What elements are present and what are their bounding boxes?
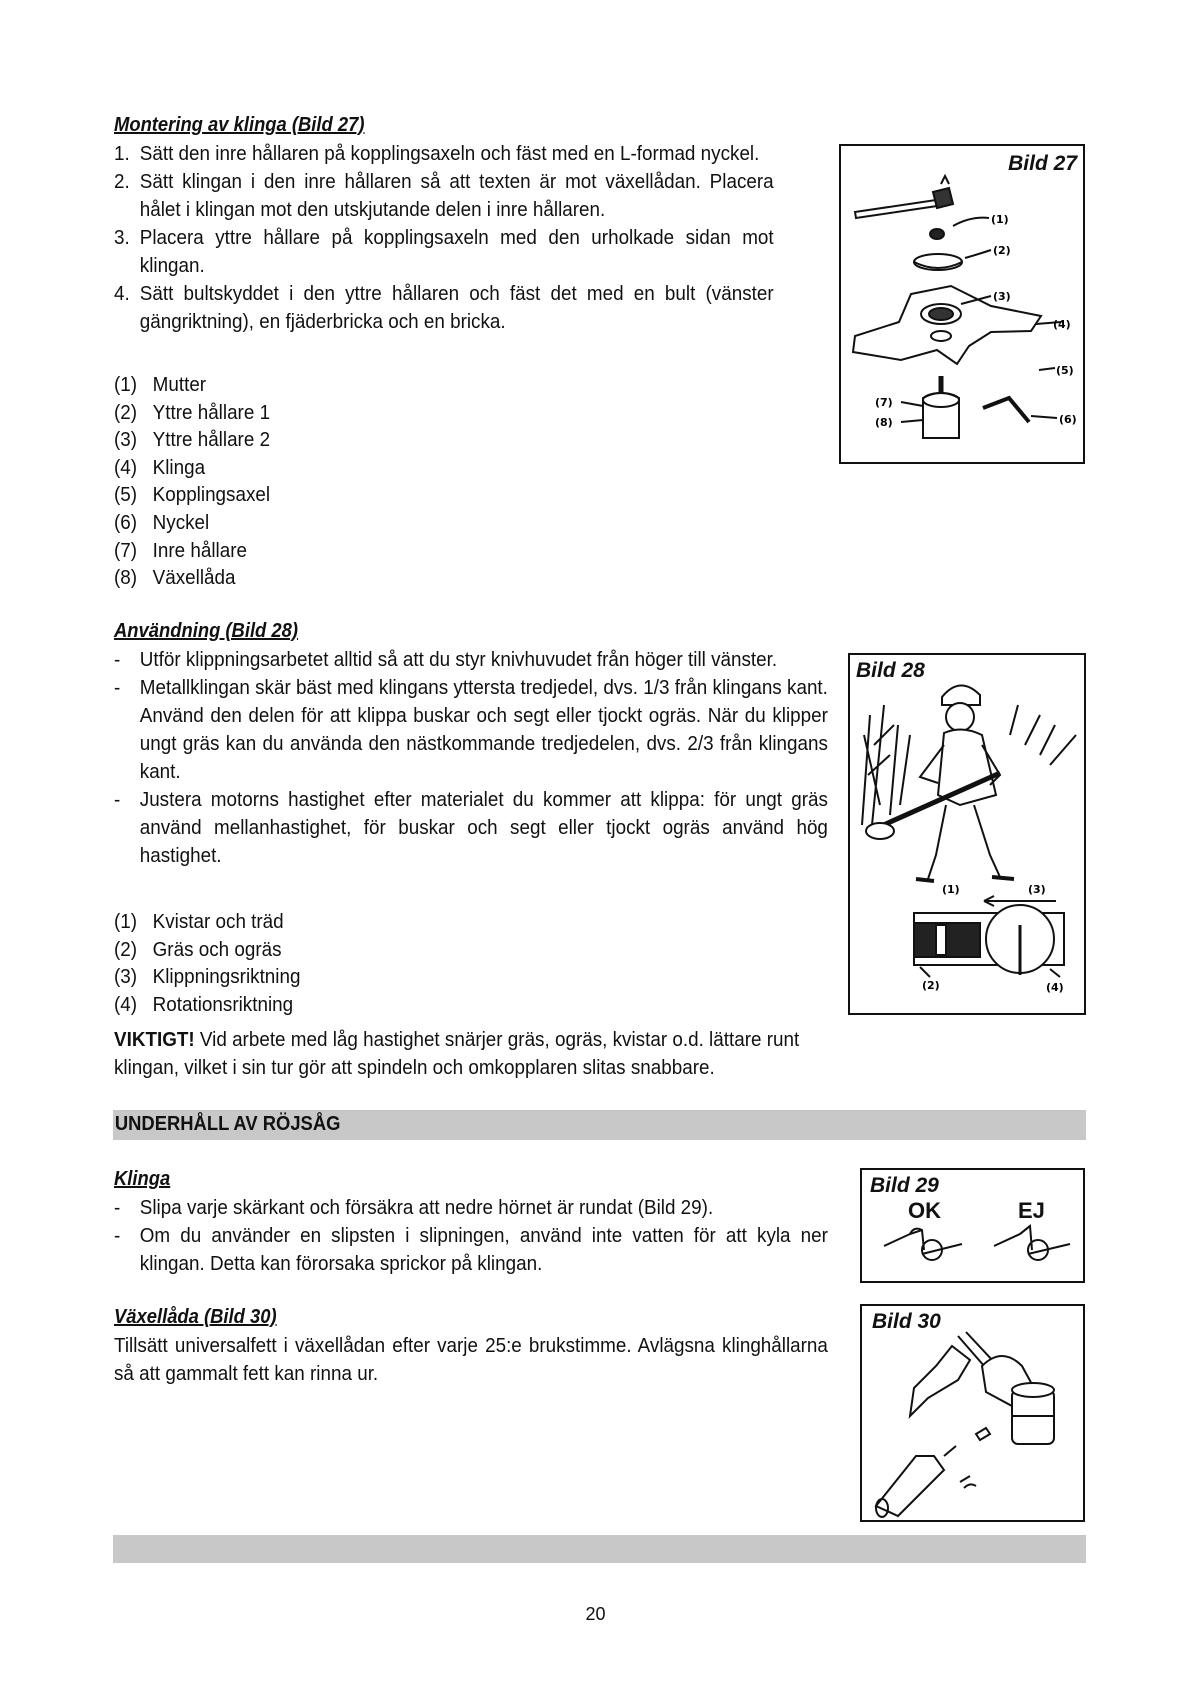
blade-assembly-illustration [841, 146, 1083, 462]
parts-item: (3) Klippningsriktning [114, 965, 301, 989]
vaxellada-paragraph: Tillsätt universalfett i växellådan efter varje 25:e brukstimme. Avlägsna klinghållarna så att gammalt fett kan rinna ur. [114, 1334, 828, 1385]
parts-item: (7) Inre hållare [114, 538, 247, 562]
warning-label: VIKTIGT! [114, 1028, 195, 1051]
page-number: 20 [585, 1604, 606, 1624]
callout-label: (3) [993, 290, 1011, 303]
callout-label: (2) [922, 979, 940, 992]
section-heading-montering: Montering av klinga (Bild 27) [114, 114, 365, 136]
bullet-item: - Utför klippningsarbetet alltid så att du styr knivhuvudet från höger till vänster. [114, 648, 778, 671]
figure-bild28 [848, 653, 1086, 1015]
parts-item: (1) Mutter [114, 373, 207, 396]
callout-label: (3) [1028, 883, 1046, 896]
callout-label: (4) [1053, 318, 1071, 331]
band-title: UNDERHÅLL AV RÖJSÅG [114, 1113, 341, 1135]
operator-illustration [850, 655, 1084, 1013]
parts-item: (8) Växellåda [114, 566, 236, 590]
bullet-item: - Justera motorns hastighet efter materialet du kommer att klippa: för ungt gräs använd mellanhastighet, för buskar och segt eller tjockt ogräs använd hög hastighet. [114, 788, 828, 867]
blade-edge-illustration [862, 1170, 1083, 1281]
section-band-underhall [113, 1110, 1086, 1140]
bullet-item: - Om du använder en slipsten i slipningen, använd inte vatten för att kyla ner klingan. Detta kan förorsaka sprickor på klingan. [114, 1224, 828, 1275]
figure-title: Bild 27 [1008, 152, 1077, 175]
step-item: 4. Sätt bultskyddet i den yttre hållaren och fäst det med en bult (vänster gängriktning), en fjäderbricka och en bricka. [114, 282, 774, 333]
parts-item: (2) Gräs och ogräs [114, 937, 282, 961]
section-heading-vaxellada: Växellåda (Bild 30) [114, 1306, 277, 1328]
gearbox-greasing-illustration [862, 1306, 1083, 1520]
step-item: 1. Sätt den inre hållaren på kopplingsaxeln och fäst med en L-formad nyckel. [114, 142, 760, 165]
callout-label: (7) [875, 396, 893, 409]
klinga-bullets [114, 1194, 828, 1278]
ok-label: OK [908, 1198, 941, 1223]
section-heading-anvandning: Användning (Bild 28) [114, 620, 298, 642]
section-heading-klinga: Klinga [114, 1168, 171, 1190]
parts-item: (1) Kvistar och träd [114, 910, 284, 933]
callout-label: (1) [991, 213, 1009, 226]
figure-bild27 [839, 144, 1085, 464]
parts-item: (2) Yttre hållare 1 [114, 400, 271, 424]
figure-title: Bild 29 [870, 1174, 939, 1197]
parts-item: (6) Nyckel [114, 510, 210, 534]
parts-list-bild28 [114, 908, 300, 1018]
parts-item: (5) Kopplingsaxel [114, 483, 271, 507]
callout-label: (1) [942, 883, 960, 896]
figure-title: Bild 28 [856, 659, 925, 682]
step-item: 2. Sätt klingan i den inre hållaren så att texten är mot växellådan. Placera hålet i klingan mot den utskjutande delen i inre hållaren. [114, 170, 774, 221]
parts-item: (4) Klinga [114, 455, 206, 479]
bullet-item: - Metallklingan skär bäst med klingans yttersta tredjedel, dvs. 1/3 från klingans kant. Använd den delen för att klippa buskar och segt eller tjockt ogräs. När du klipper ungt gräs kan du använda den nästkommande tredjedelen, dvs. 2/3 från klingans kant. [114, 676, 828, 783]
ej-label: EJ [1018, 1198, 1045, 1223]
callout-label: (4) [1046, 981, 1064, 994]
parts-item: (3) Yttre hållare 2 [114, 428, 271, 452]
mounting-steps [114, 140, 774, 336]
callout-label: (8) [875, 416, 893, 429]
callout-label: (2) [993, 244, 1011, 257]
callout-label: (6) [1059, 413, 1077, 426]
callout-label: (5) [1056, 364, 1074, 377]
parts-list-bild27 [114, 371, 270, 592]
footer-band [113, 1535, 1086, 1563]
figure-bild30 [860, 1304, 1085, 1522]
warning-paragraph: VIKTIGT! Vid arbete med låg hastighet snärjer gräs, ogräs, kvistar o.d. lättare runt klingan, vilket i sin tur gör att spindeln och omkopplaren slitas snabbare. [114, 1028, 800, 1079]
bullet-item: - Slipa varje skärkant och försäkra att nedre hörnet är rundat (Bild 29). [114, 1196, 714, 1219]
step-item: 3. Placera yttre hållare på kopplingsaxeln med den urholkade sidan mot klingan. [114, 226, 774, 277]
parts-item: (4) Rotationsriktning [114, 992, 294, 1016]
usage-bullets [114, 646, 828, 870]
figure-title: Bild 30 [872, 1310, 941, 1333]
figure-bild29 [860, 1168, 1085, 1283]
